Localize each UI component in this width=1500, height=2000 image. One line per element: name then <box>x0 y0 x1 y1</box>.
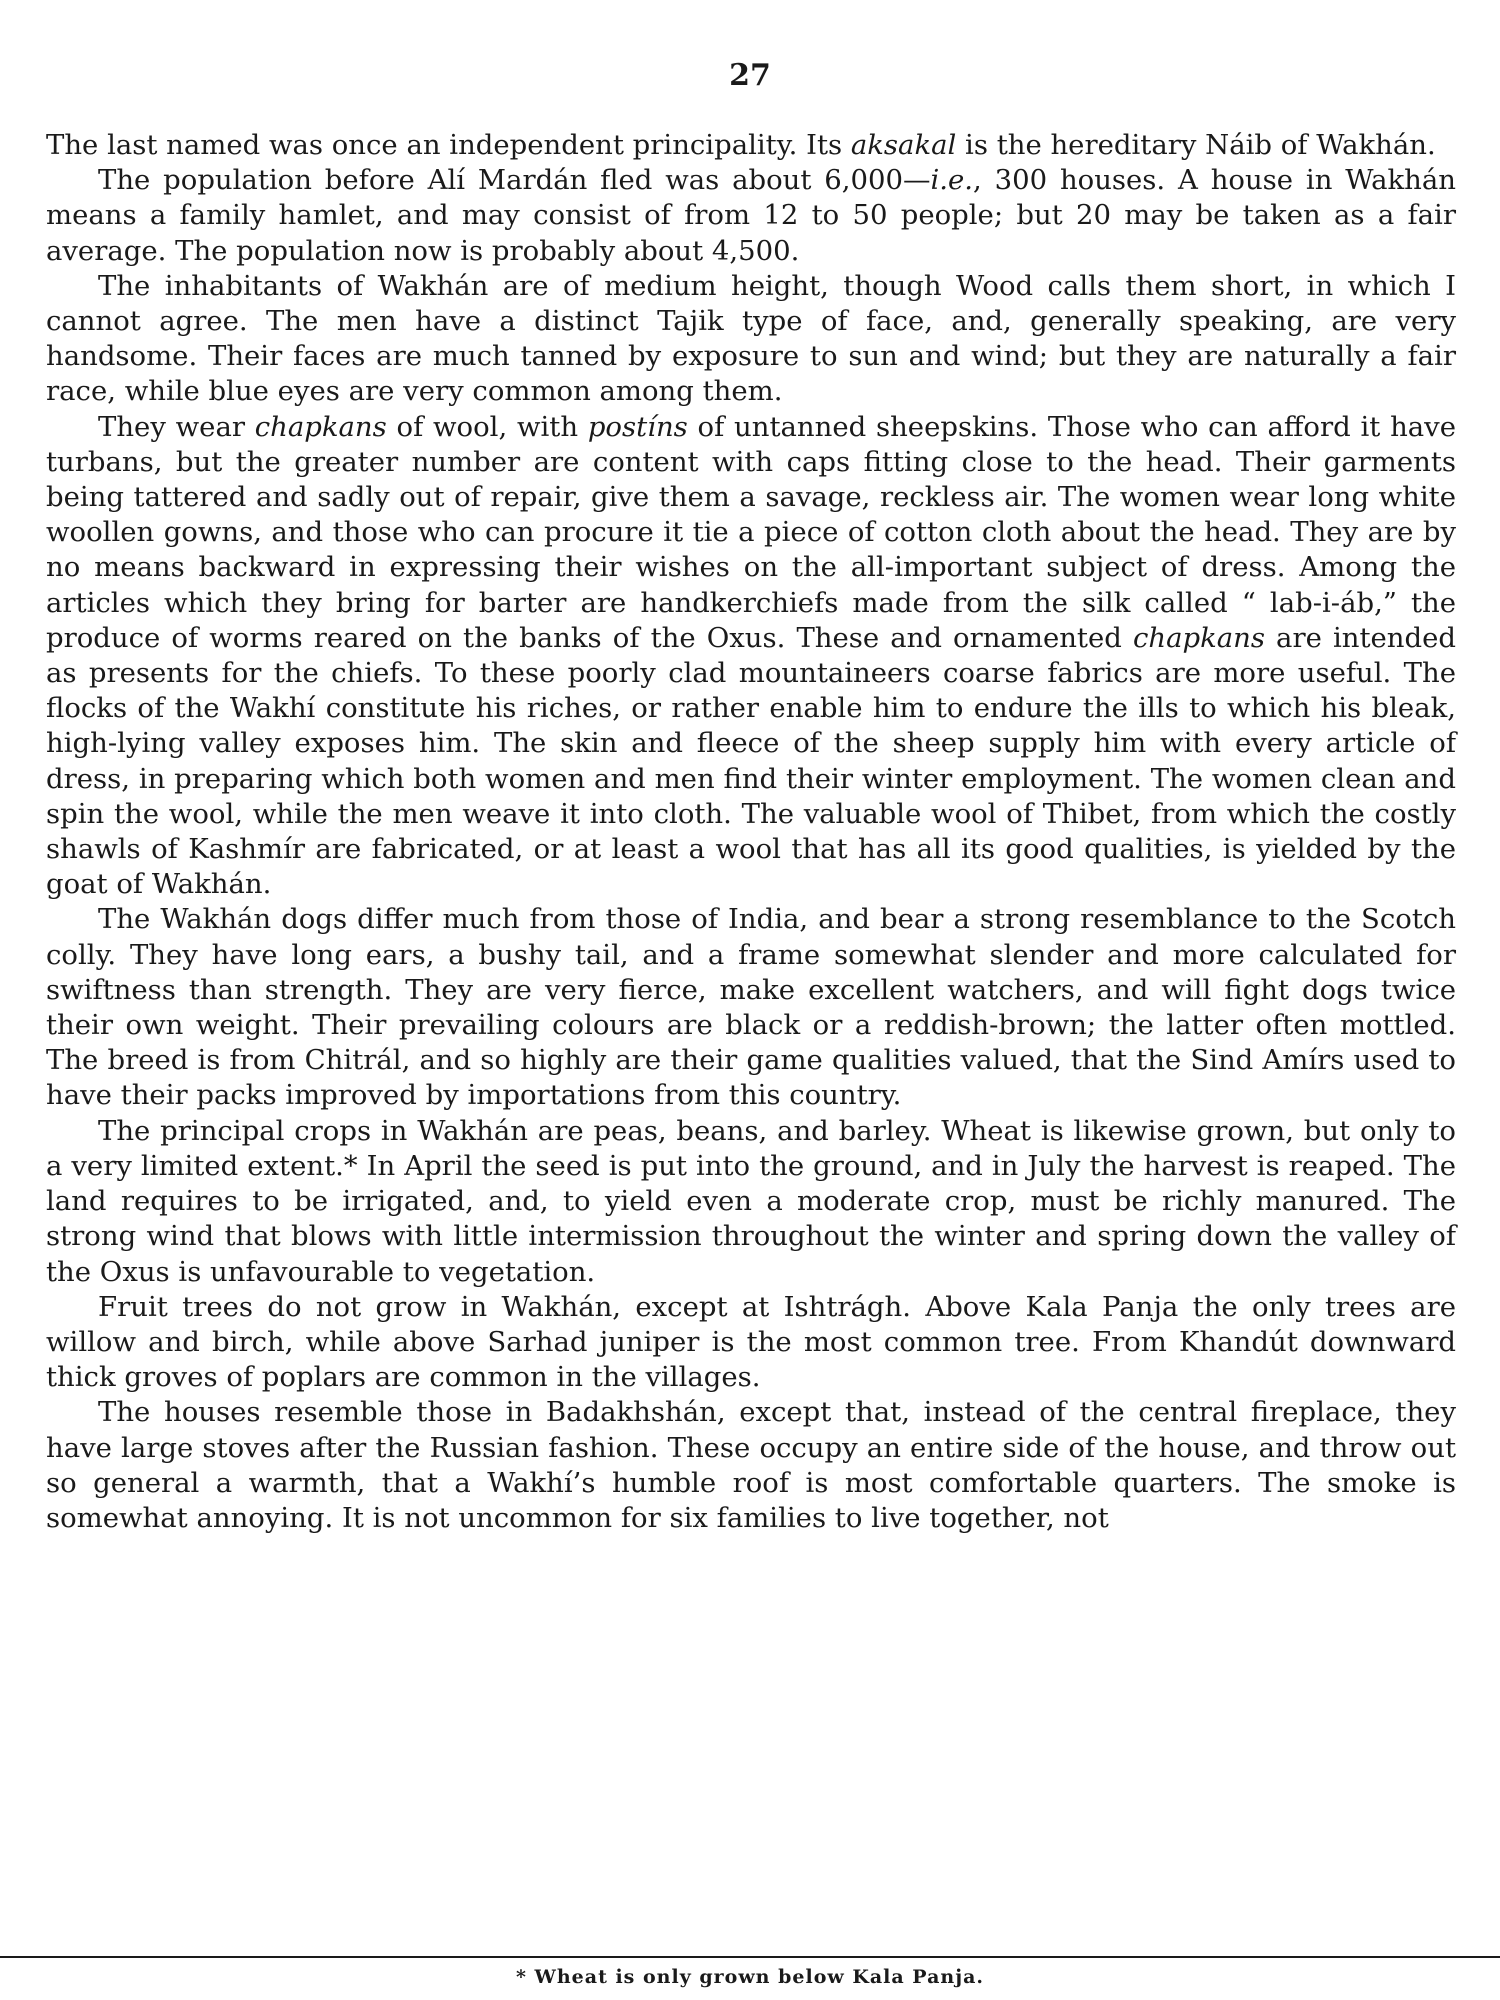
paragraph <box>46 1114 1456 1290</box>
text-run: The inhabitants of Wakhán are of medium height, though Wood calls them short, in which I cannot agree. The men have a distinct Tajik type of face, and, generally speaking, are very handsome. Their faces are much tanned by exposure to sun and wind; but they are naturally a fair race, while blue eyes are very common among them. <box>46 269 1456 408</box>
text-run: They wear <box>98 410 255 443</box>
body-text <box>46 128 1456 1536</box>
italic-term: postíns <box>587 410 688 443</box>
italic-term: i.e. <box>930 164 974 197</box>
paragraph <box>46 1290 1456 1396</box>
footnote-rule <box>0 1956 1500 1958</box>
paragraph <box>46 410 1456 903</box>
paragraph <box>46 269 1456 410</box>
paragraph <box>46 128 1456 163</box>
page-number: 27 <box>729 58 771 93</box>
text-run: are intended as presents for the chiefs. To these poorly clad mountaineers coarse fabrics are more useful. The flocks of the Wakhí constitute his riches, or rather enable him to endure the ills to which his bleak, high-lying valley exposes him. The skin and fleece of the sheep supply him with every article of dress, in preparing which both women and men find their winter employment. The women clean and spin the wool, while the men weave it into cloth. The valuable wool of Thibet, from which the costly shawls of Kashmír are fabricated, or at least a wool that has all its good qualities, is yielded by the goat of Wakhán. <box>46 621 1456 901</box>
text-run: The Wakhán dogs differ much from those of India, and bear a strong resemblance to the Scotch colly. They have long ears, a bushy tail, and a frame somewhat slender and more calculated for swiftness than strength. They are very fierce, make excellent watchers, and will fight dogs twice their own weight. Their prevailing colours are black or a reddish-brown; the latter often mottled. The breed is from Chitrál, and so highly are their game qualities valued, that the Sind Amírs used to have their packs improved by importations from this country. <box>46 903 1456 1112</box>
italic-term: aksakal <box>850 129 957 161</box>
text-run: The principal crops in Wakhán are peas, beans, and barley. Wheat is likewise grown, but only to a very limited extent.* In April the seed is put into the ground, and in July the harvest is reaped. The land requires to be irrigated, and, to yield even a moderate crop, must be richly manured. The strong wind that blows with little intermission throughout the winter and spring down the valley of the Oxus is unfavourable to vegetation. <box>46 1114 1456 1288</box>
footnote: * Wheat is only grown below Kala Panja. <box>515 1966 985 1988</box>
text-run: The last named was once an independent principality. Its <box>46 129 851 161</box>
italic-term: chapkans <box>1132 621 1265 654</box>
paragraph <box>46 1395 1456 1536</box>
text-run: , 300 houses. A house in Wakhán means a family hamlet, and may consist of from 12 to 50 people; but 20 may be taken as a fair average. The population now is probably about 4,500. <box>46 164 1456 267</box>
paragraph <box>46 163 1456 269</box>
paragraph <box>46 902 1456 1113</box>
text-run: Fruit trees do not grow in Wakhán, except at Ishtrágh. Above Kala Panja the only trees are willow and birch, while above Sarhad juniper is the most common tree. From Khandút downward thick groves of poplars are common in the villages. <box>46 1290 1456 1394</box>
italic-term: chapkans <box>254 410 387 443</box>
text-run: of untanned sheepskins. Those who can afford it have turbans, but the greater number are content with caps fitting close to the head. Their garments being tattered and sadly out of repair, give them a savage, reckless air. The women wear long white woollen gowns, and those who can procure it tie a piece of cotton cloth about the head. They are by no means backward in expressing their wishes on the all-important subject of dress. Among the articles which they bring for barter are handkerchiefs made from the silk called “ lab-i-áb,” the produce of worms reared on the banks of the Oxus. These and ornamented <box>46 410 1456 654</box>
text-run: The houses resemble those in Badakhshán, except that, instead of the central fireplace, they have large stoves after the Russian fashion. These occupy an entire side of the house, and throw out so general a warmth, that a Wakhí’s humble roof is most comfortable quarters. The smoke is somewhat annoying. It is not uncommon for six families to live together, not <box>46 1396 1456 1534</box>
text-run: is the hereditary Náib of Wakhán. <box>956 129 1436 161</box>
text-run: of wool, with <box>386 410 588 443</box>
text-run: The population before Alí Mardán fled was about 6,000— <box>98 164 931 197</box>
